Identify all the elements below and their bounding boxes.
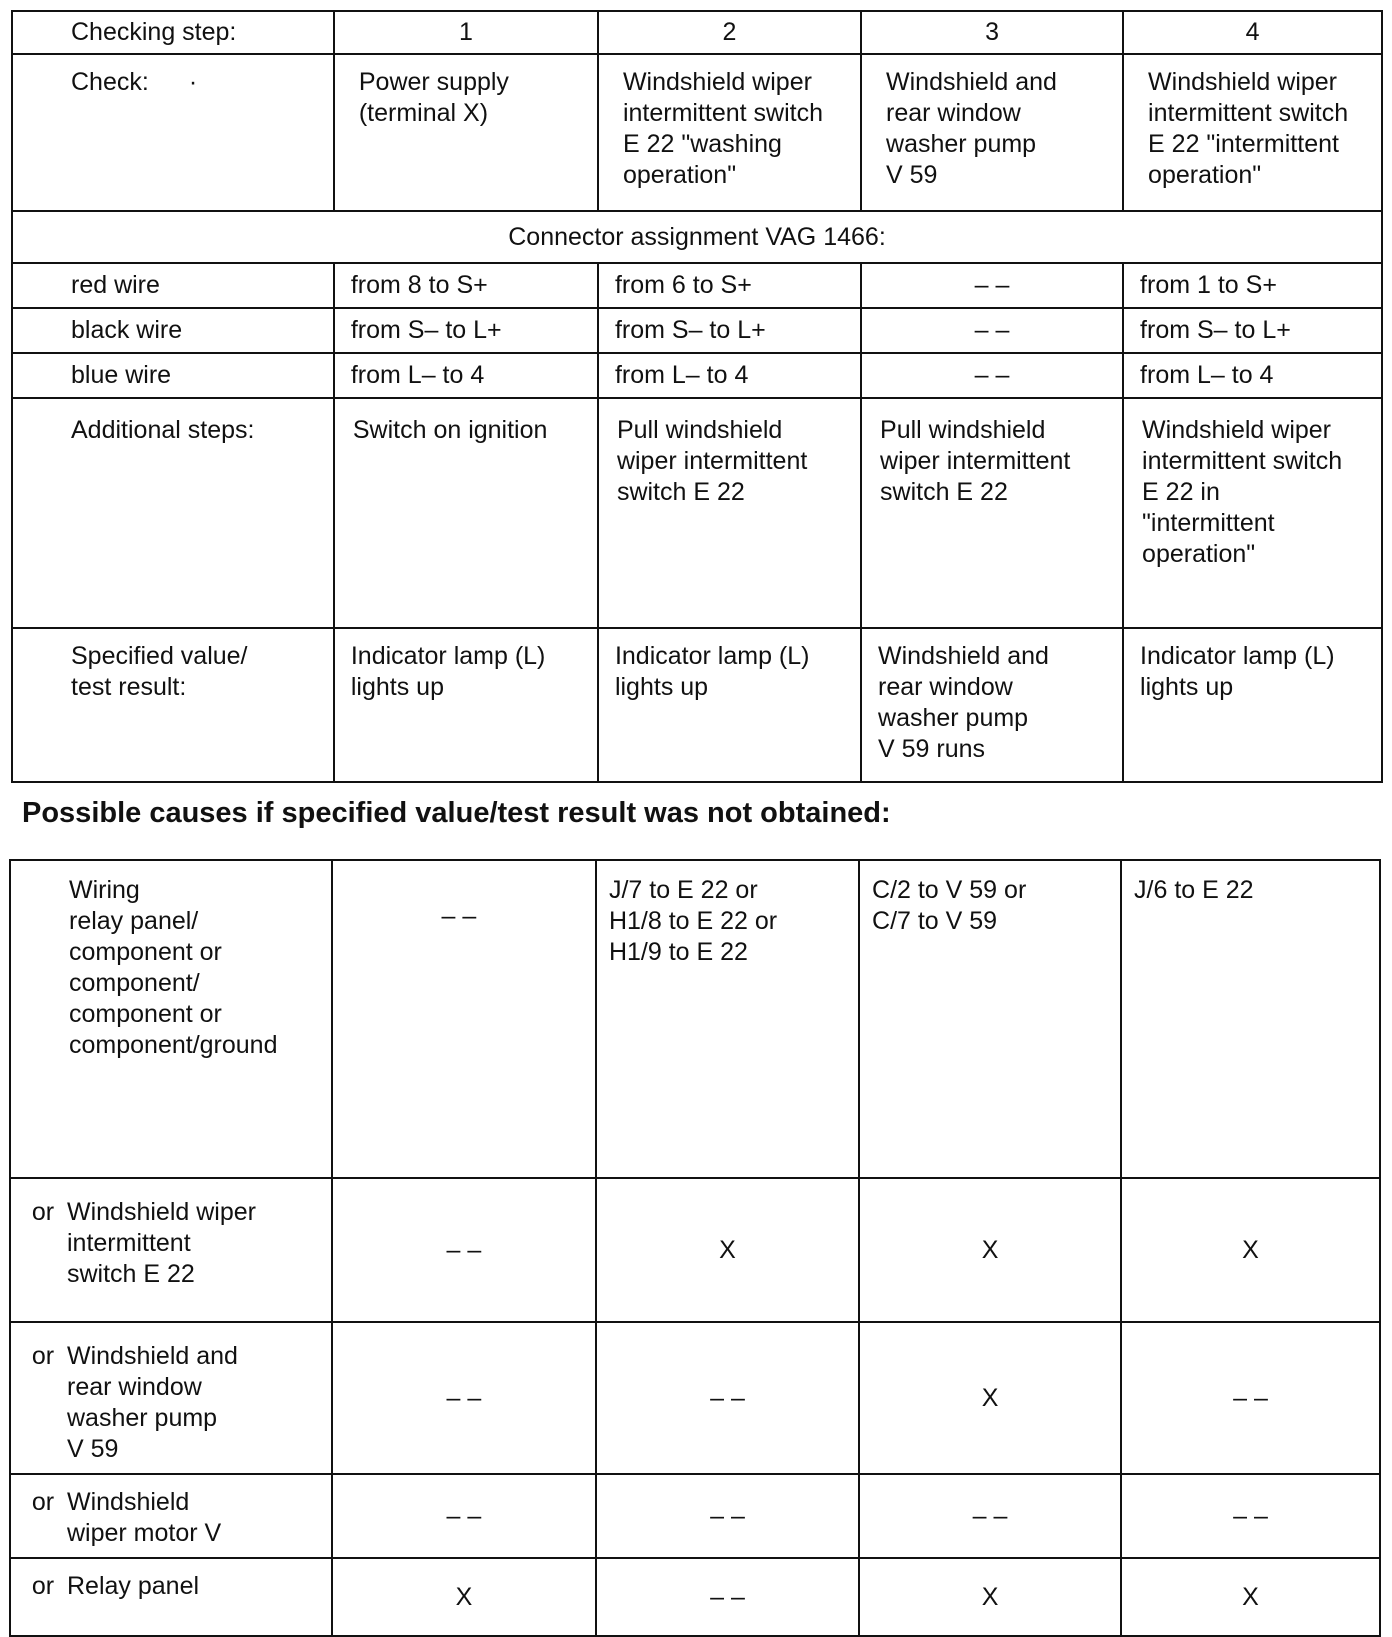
spec-cell: Windshield and rear window washer pump V 59 runs bbox=[861, 628, 1123, 782]
wire-row-blue bbox=[12, 353, 1382, 398]
additional-label: Additional steps: bbox=[12, 398, 334, 628]
check-row bbox=[12, 54, 1382, 211]
wiring-cell: – – bbox=[332, 860, 596, 1178]
wire-cell: – – bbox=[861, 308, 1123, 353]
spec-label: Specified value/ test result: bbox=[12, 628, 334, 782]
spec-cell: Indicator lamp (L) lights up bbox=[334, 628, 598, 782]
cause-cell: – – bbox=[332, 1474, 596, 1558]
cause-cell: – – bbox=[332, 1178, 596, 1322]
cause-row-washer-pump bbox=[10, 1322, 1380, 1474]
check-cell: Windshield and rear window washer pump V 59 bbox=[861, 54, 1123, 211]
wire-cell: from S– to L+ bbox=[334, 308, 598, 353]
cause-cell: X bbox=[596, 1178, 859, 1322]
wire-cell: from 1 to S+ bbox=[1123, 263, 1382, 308]
wire-cell: from S– to L+ bbox=[1123, 308, 1382, 353]
wire-row-black bbox=[12, 308, 1382, 353]
cause-label-cell bbox=[10, 1558, 332, 1636]
step-label: Checking step: bbox=[12, 11, 334, 54]
wire-cell: – – bbox=[861, 353, 1123, 398]
additional-cell: Pull windshield wiper intermittent switch E 22 bbox=[861, 398, 1123, 628]
cause-cell: – – bbox=[596, 1322, 859, 1474]
cause-cell: – – bbox=[859, 1474, 1121, 1558]
cause-cell: – – bbox=[596, 1474, 859, 1558]
cause-label-cell bbox=[10, 1474, 332, 1558]
cause-cell: X bbox=[1121, 1178, 1380, 1322]
cause-label: Windshield wiper motor V bbox=[67, 1488, 222, 1547]
cause-label: Windshield and rear window washer pump V 59 bbox=[67, 1342, 238, 1463]
spec-cell: Indicator lamp (L) lights up bbox=[598, 628, 861, 782]
or-prefix: or bbox=[31, 1198, 55, 1226]
cause-row-intermittent-switch bbox=[10, 1178, 1380, 1322]
cause-label: Windshield wiper intermittent switch E 22 bbox=[67, 1198, 256, 1288]
checking-steps-table bbox=[11, 10, 1383, 783]
wiring-cell: J/7 to E 22 or H1/8 to E 22 or H1/9 to E 22 bbox=[596, 860, 859, 1178]
wire-cell: from 6 to S+ bbox=[598, 263, 861, 308]
wire-cell: from L– to 4 bbox=[1123, 353, 1382, 398]
cause-cell: – – bbox=[1121, 1474, 1380, 1558]
wire-label: red wire bbox=[12, 263, 334, 308]
cause-label: Relay panel bbox=[67, 1572, 200, 1600]
additional-cell: Windshield wiper intermittent switch E 22 in "intermittent operation" bbox=[1123, 398, 1382, 628]
cause-cell: – – bbox=[332, 1322, 596, 1474]
additional-cell: Pull windshield wiper intermittent switch E 22 bbox=[598, 398, 861, 628]
cause-cell: X bbox=[332, 1558, 596, 1636]
stray-dot: · bbox=[188, 68, 198, 96]
cause-row-relay-panel bbox=[10, 1558, 1380, 1636]
step-number: 1 bbox=[334, 11, 598, 54]
cause-cell: X bbox=[859, 1322, 1121, 1474]
connector-heading: Connector assignment VAG 1466: bbox=[12, 211, 1382, 263]
or-prefix: or bbox=[31, 1488, 55, 1516]
additional-steps-row bbox=[12, 398, 1382, 628]
check-label: Check: bbox=[71, 68, 149, 96]
spec-cell: Indicator lamp (L) lights up bbox=[1123, 628, 1382, 782]
step-number: 3 bbox=[861, 11, 1123, 54]
check-cell: Windshield wiper intermittent switch E 22 "intermittent operation" bbox=[1123, 54, 1382, 211]
wiring-row bbox=[10, 860, 1380, 1178]
wiring-label: Wiring relay panel/ component or component/ component or component/ground bbox=[10, 860, 332, 1178]
possible-causes-heading: Possible causes if specified value/test result was not obtained: bbox=[22, 797, 891, 829]
cause-cell: X bbox=[1121, 1558, 1380, 1636]
specified-value-row bbox=[12, 628, 1382, 782]
wire-cell: from L– to 4 bbox=[598, 353, 861, 398]
wiring-cell: J/6 to E 22 bbox=[1121, 860, 1380, 1178]
check-cell: Windshield wiper intermittent switch E 22 "washing operation" bbox=[598, 54, 861, 211]
step-number: 2 bbox=[598, 11, 861, 54]
wire-cell: – – bbox=[861, 263, 1123, 308]
check-cell: Power supply (terminal X) bbox=[334, 54, 598, 211]
cause-cell: X bbox=[859, 1558, 1121, 1636]
cause-cell: X bbox=[859, 1178, 1121, 1322]
step-number: 4 bbox=[1123, 11, 1382, 54]
wire-cell: from S– to L+ bbox=[598, 308, 861, 353]
or-prefix: or bbox=[31, 1342, 55, 1370]
cause-label-cell bbox=[10, 1322, 332, 1474]
cause-cell: – – bbox=[596, 1558, 859, 1636]
wire-cell: from 8 to S+ bbox=[334, 263, 598, 308]
wire-row-red bbox=[12, 263, 1382, 308]
wire-label: black wire bbox=[12, 308, 334, 353]
step-header-row bbox=[12, 11, 1382, 54]
cause-label-cell bbox=[10, 1178, 332, 1322]
cause-cell: – – bbox=[1121, 1322, 1380, 1474]
connector-heading-row bbox=[12, 211, 1382, 263]
check-label-cell bbox=[12, 54, 334, 211]
cause-row-wiper-motor bbox=[10, 1474, 1380, 1558]
wiring-cell: C/2 to V 59 or C/7 to V 59 bbox=[859, 860, 1121, 1178]
wire-cell: from L– to 4 bbox=[334, 353, 598, 398]
or-prefix: or bbox=[31, 1572, 55, 1600]
possible-causes-table bbox=[9, 859, 1381, 1637]
additional-cell: Switch on ignition bbox=[334, 398, 598, 628]
wire-label: blue wire bbox=[12, 353, 334, 398]
